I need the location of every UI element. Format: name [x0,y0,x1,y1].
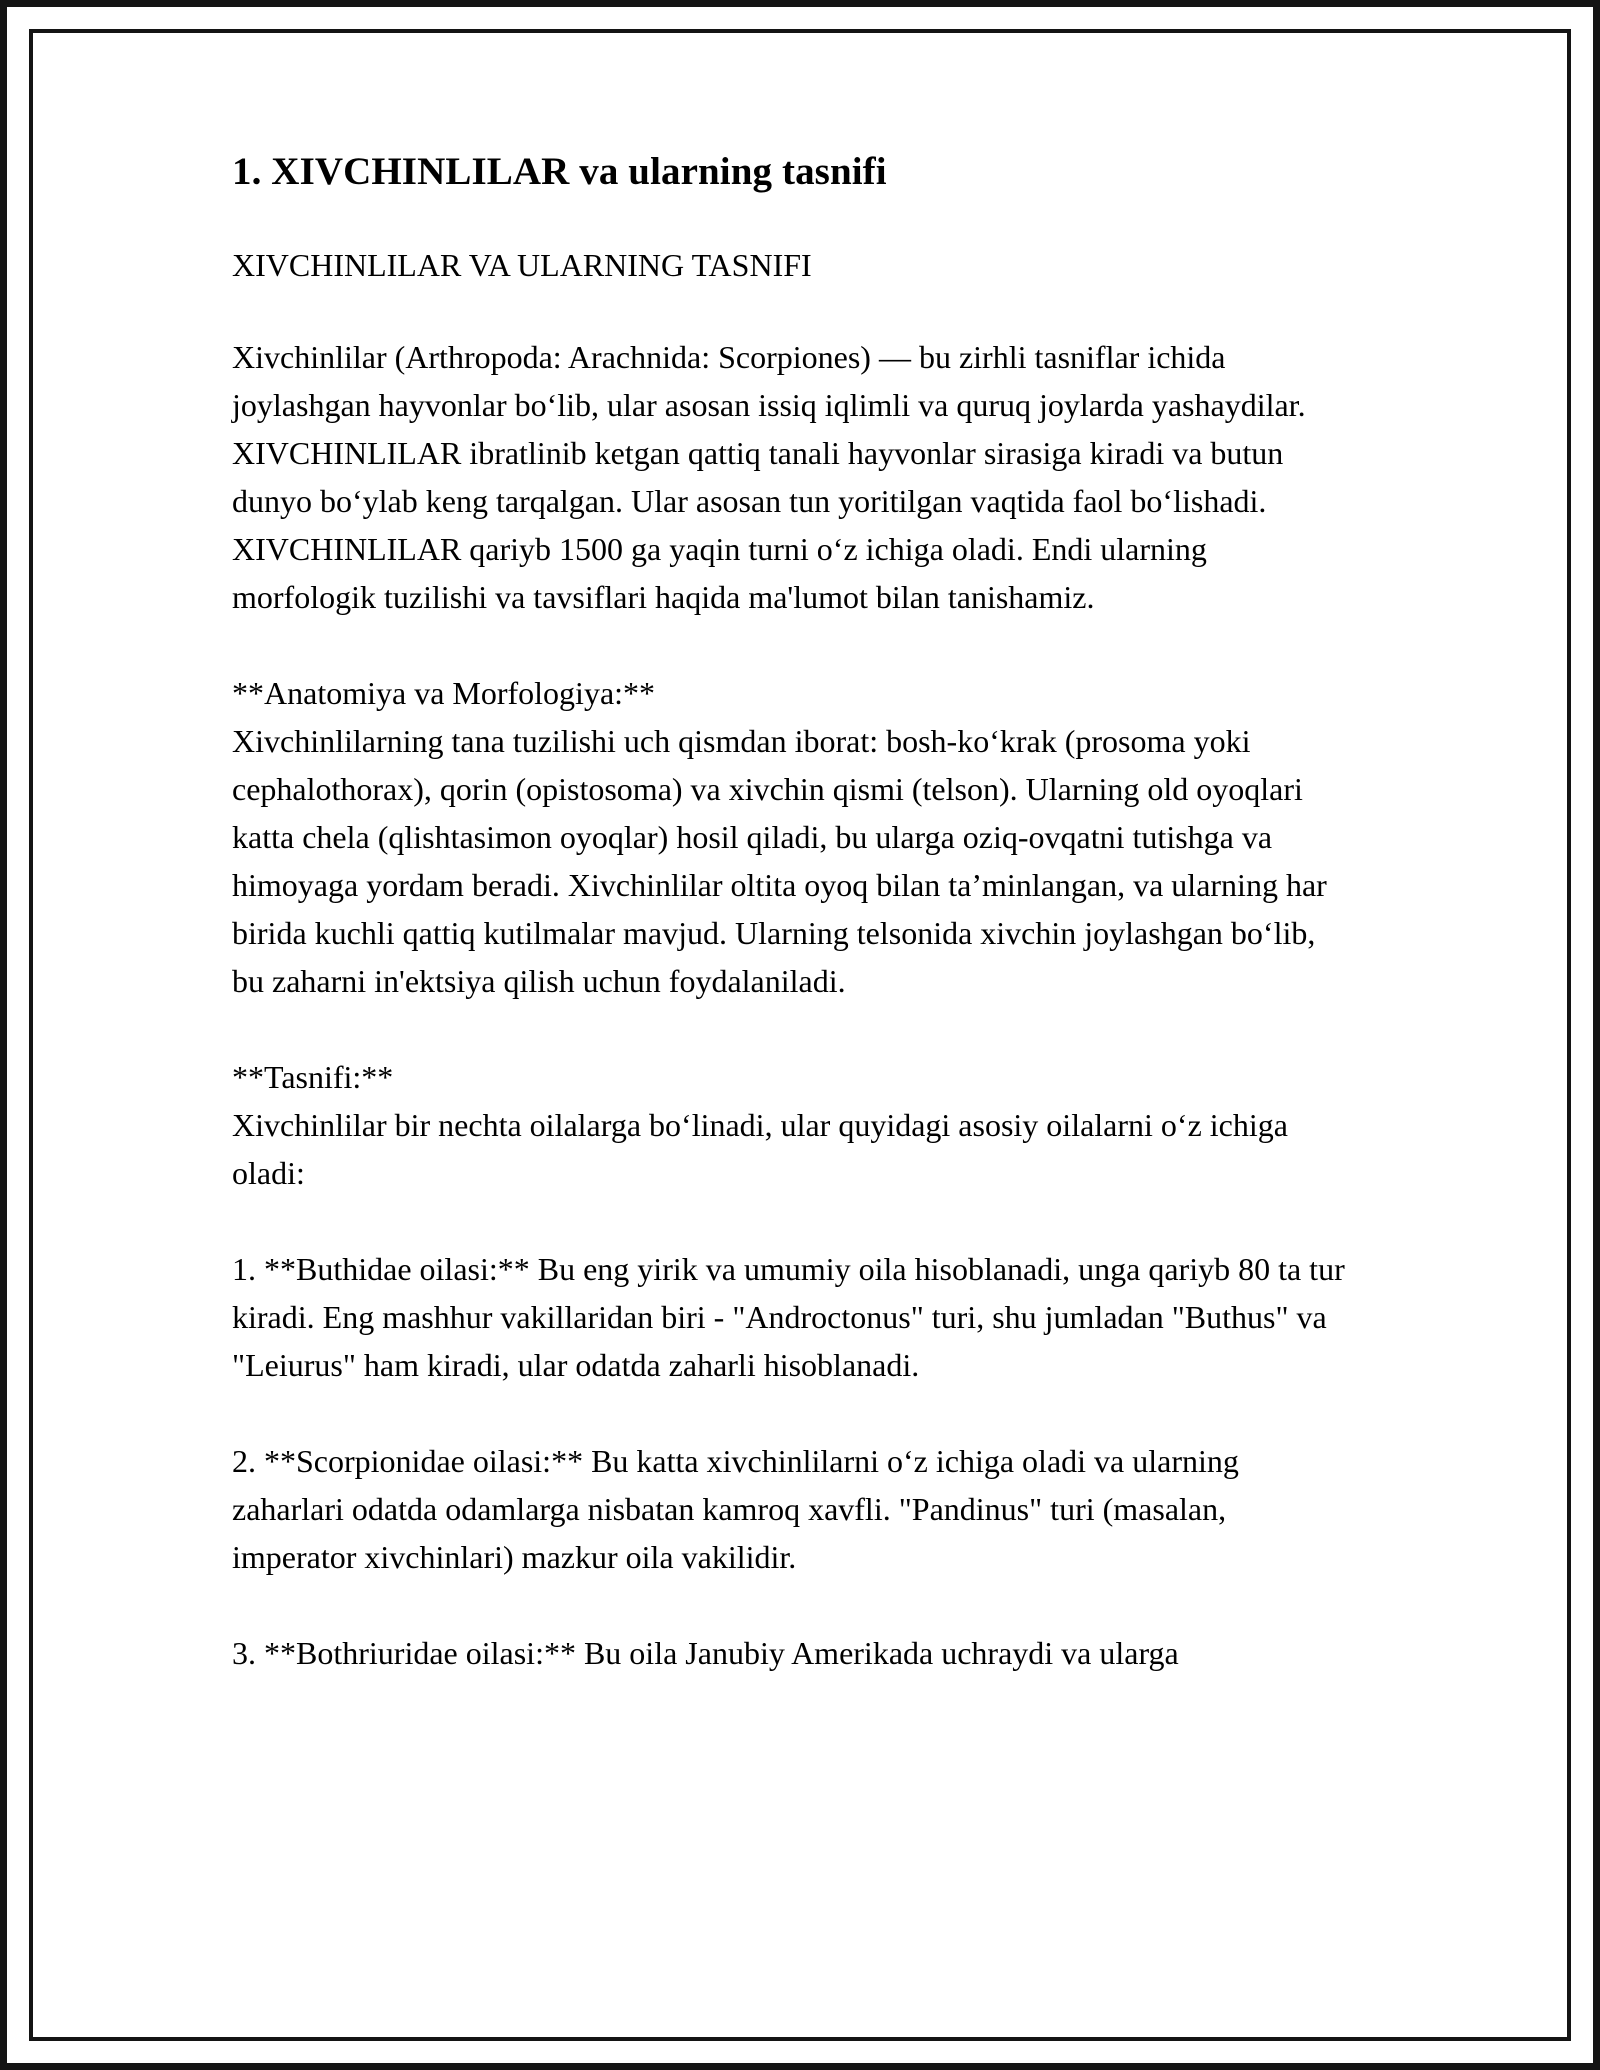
section-heading-anatomy: **Anatomiya va Morfologiya:** [232,674,656,711]
spacer [232,1389,1400,1437]
document-subtitle: XIVCHINLILAR VA ULARNING TASNIFI [232,246,812,283]
section-body-classification: Xivchinlilar bir nechta oilalarga bo‘linadi, ular quyidagi asosiy oilalarni o‘z ichiga oladi: [232,1106,1288,1191]
list-item: 1. **Buthidae oilasi:** Bu eng yirik va umumiy oila hisoblanadi, unga qariyb 80 ta tur kiradi. Eng mashhur vakillaridan biri - "Androctonus" turi, shu jumladan "Buthus" va "Leiurus" ham kiradi, ular odatda zaharli hisoblanadi. [232,1250,1345,1383]
section-heading-classification: **Tasnifi:** [232,1058,394,1095]
spacer [232,621,1400,669]
list-item: 3. **Bothriuridae oilasi:** Bu oila Janubiy Amerikada uchraydi va ularga [232,1634,1179,1671]
list-item: 2. **Scorpionidae oilasi:** Bu katta xivchinlilarni o‘z ichiga oladi va ularning zaharlari odatda odamlarga nisbatan kamroq xavfli. "Pandinus" turi (masalan, imperator xivchinlari) mazkur oila vakilidir. [232,1442,1239,1575]
section-body-anatomy: Xivchinlilarning tana tuzilishi uch qismdan iborat: bosh-ko‘krak (prosoma yoki cephalothorax), qorin (opistosoma) va xivchin qismi (telson). Ularning old oyoqlari katta chela (qlishtasimon oyoqlar) hosil qiladi, bu ularga oziq-ovqatni tutishga va himoyaga yordam beradi. Xivchinlilar oltita oyoq bilan ta’minlangan, va ularning har birida kuchli qattiq kutilmalar mavjud. Ularning telsonida xivchin joylashgan bo‘lib, bu zaharni in'ektsiya qilish uchun foydalaniladi. [232,722,1327,999]
spacer [232,1197,1400,1245]
page-title: 1. XIVCHINLILAR va ularning tasnifi [232,150,887,193]
intro-paragraph: Xivchinlilar (Arthropoda: Arachnida: Scorpiones) — bu zirhli tasniflar ichida joylashgan hayvonlar bo‘lib, ular asosan issiq iqlimli va quruq joylarda yashaydilar. XIVCHINLILAR ibratlinib ketgan qattiq tanali hayvonlar sirasiga kiradi va butun dunyo bo‘ylab keng tarqalgan. Ular asosan tun yoritilgan vaqtida faol bo‘lishadi. XIVCHINLILAR qariyb 1500 ga yaqin turni o‘z ichiga oladi. Endi ularning morfologik tuzilishi va tavsiflari haqida ma'lumot bilan tanishamiz. [232,338,1306,615]
spacer [232,1005,1400,1053]
spacer [232,289,1400,333]
spacer [232,1581,1400,1629]
